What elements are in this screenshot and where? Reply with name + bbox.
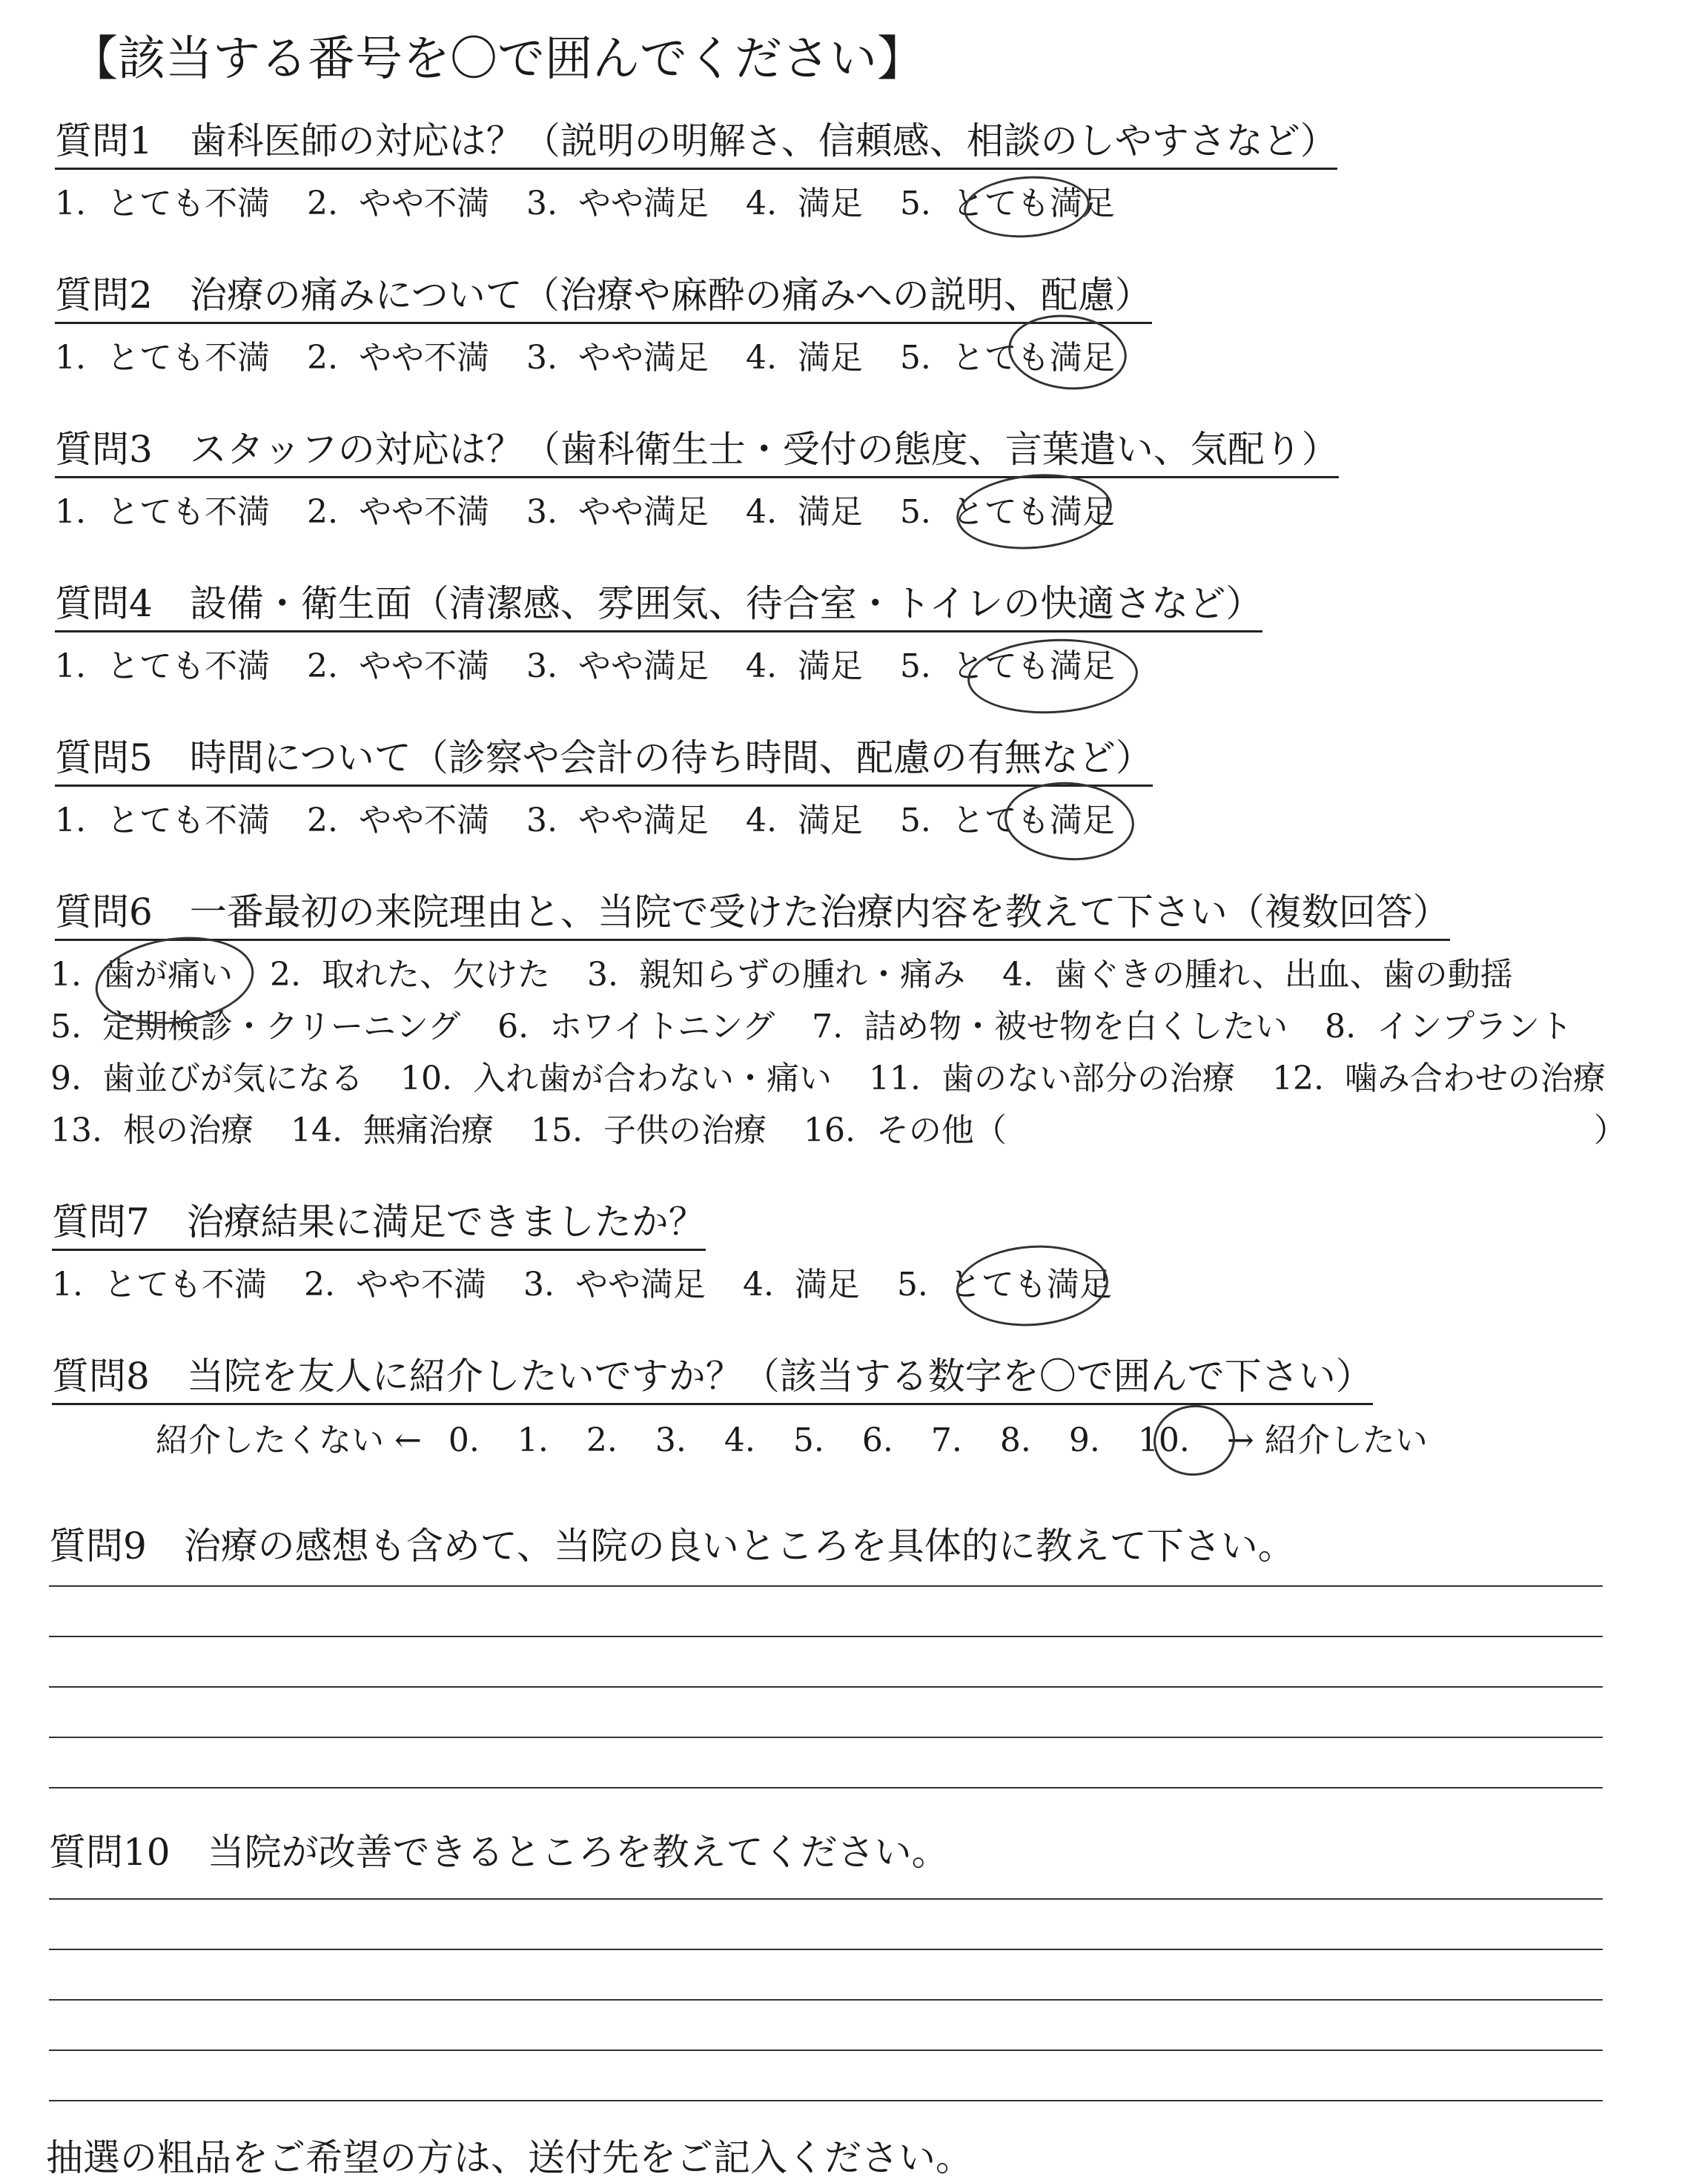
q8-option-8[interactable]: 8. bbox=[999, 1421, 1031, 1459]
q8-option-6[interactable]: 6. bbox=[861, 1421, 893, 1459]
q8-option-3[interactable]: 3. bbox=[655, 1421, 686, 1459]
question-9-heading bbox=[49, 1524, 1295, 1568]
question-10-text: 当院が改善できるところを教えてください。 bbox=[207, 1831, 949, 1874]
q2-option-5[interactable]: 5. とても満足 bbox=[899, 339, 1115, 377]
q8-option-1[interactable]: 1. bbox=[517, 1421, 549, 1459]
page-title: 【該当する番号を〇で囲んでください】 bbox=[70, 32, 924, 87]
q3-option-3[interactable]: 3. やや満足 bbox=[526, 493, 709, 531]
question-4-label: 質問4 bbox=[55, 582, 153, 625]
q1-option-4[interactable]: 4. 満足 bbox=[745, 185, 863, 222]
question-1-heading bbox=[55, 119, 1337, 170]
q8-option-7[interactable]: 7. bbox=[930, 1421, 962, 1459]
q7-answer-circle bbox=[953, 1241, 1110, 1331]
question-7-heading bbox=[52, 1200, 706, 1251]
question-6-text: 一番最初の来院理由と、当院で受けた治療内容を教えて下さい（複数回答） bbox=[189, 891, 1450, 934]
question-9-label: 質問9 bbox=[49, 1525, 147, 1568]
question-8-heading bbox=[52, 1354, 1373, 1405]
q8-option-0[interactable]: 0. bbox=[448, 1421, 480, 1459]
question-10-label: 質問10 bbox=[49, 1831, 171, 1874]
q5-option-4[interactable]: 4. 満足 bbox=[745, 802, 863, 839]
question-5-options bbox=[55, 801, 1152, 841]
q5-option-1[interactable]: 1. とても不満 bbox=[55, 802, 270, 839]
q8-high-label: → 紹介したい bbox=[1226, 1421, 1428, 1459]
q2-option-4[interactable]: 4. 満足 bbox=[745, 339, 863, 377]
q6-option-4[interactable]: 4. 歯ぐきの腫れ、出血、歯の動揺 bbox=[1002, 956, 1513, 994]
q6-option-2[interactable]: 2. 取れた、欠けた bbox=[269, 956, 550, 994]
question-8-text: 当院を友人に紹介したいですか？（該当する数字を〇で囲んで下さい） bbox=[186, 1355, 1373, 1398]
question-8-scale-row bbox=[156, 1421, 1428, 1461]
q6-option-15[interactable]: 15. 子供の治療 bbox=[530, 1112, 767, 1149]
question-6-options-row-4 bbox=[50, 1111, 1044, 1151]
q10-answer-line-2[interactable] bbox=[49, 1949, 1603, 1950]
q8-option-10[interactable]: 10. bbox=[1137, 1421, 1190, 1459]
q6-option-3[interactable]: 3. 親知らずの腫れ・痛み bbox=[586, 956, 965, 994]
q3-option-5[interactable]: 5. とても満足 bbox=[899, 493, 1115, 531]
q4-option-1[interactable]: 1. とても不満 bbox=[55, 647, 270, 685]
question-7-label: 質問7 bbox=[52, 1200, 150, 1243]
q6-option-9[interactable]: 9. 歯並びが気になる bbox=[50, 1060, 363, 1097]
question-1-text: 歯科医師の対応は？（説明の明解さ、信頼感、相談のしやすさなど） bbox=[189, 119, 1337, 162]
q9-answer-line-4[interactable] bbox=[49, 1737, 1603, 1738]
q4-option-5[interactable]: 5. とても満足 bbox=[899, 647, 1115, 685]
q7-option-1[interactable]: 1. とても不満 bbox=[52, 1266, 267, 1304]
question-6-label: 質問6 bbox=[55, 891, 153, 934]
q6-option-12[interactable]: 12. 噛み合わせの治療 bbox=[1271, 1060, 1606, 1097]
question-5-text: 時間について（診察や会計の待ち時間、配慮の有無など） bbox=[189, 736, 1153, 779]
q6-other-close-paren: ） bbox=[1594, 1112, 1626, 1149]
q2-option-1[interactable]: 1. とても不満 bbox=[55, 339, 270, 377]
q1-answer-circle bbox=[961, 172, 1091, 242]
question-6-options-row-3 bbox=[50, 1059, 1643, 1099]
q10-answer-line-1[interactable] bbox=[49, 1898, 1603, 1900]
q8-low-label: 紹介したくない ← bbox=[156, 1421, 422, 1459]
question-2-options bbox=[55, 338, 1152, 378]
question-7-text: 治療結果に満足できましたか？ bbox=[186, 1200, 706, 1243]
q6-option-11[interactable]: 11. 歯のない部分の治療 bbox=[868, 1060, 1235, 1097]
q6-option-16[interactable]: 16. その他（ bbox=[803, 1112, 1007, 1149]
q1-option-1[interactable]: 1. とても不満 bbox=[55, 185, 270, 222]
question-3-label: 質問3 bbox=[55, 428, 153, 471]
question-8-label: 質問8 bbox=[52, 1355, 150, 1398]
q6-option-8[interactable]: 8. インプラント bbox=[1325, 1008, 1573, 1046]
q6-option-14[interactable]: 14. 無痛治療 bbox=[290, 1112, 494, 1149]
q8-option-9[interactable]: 9. bbox=[1068, 1421, 1100, 1459]
question-9-text: 治療の感想も含めて、当院の良いところを具体的に教えて下さい。 bbox=[183, 1525, 1295, 1568]
q10-answer-line-3[interactable] bbox=[49, 1999, 1603, 2001]
q1-option-3[interactable]: 3. やや満足 bbox=[526, 185, 709, 222]
footer-note: 抽選の粗品をご希望の方は、送付先をご記入ください。 bbox=[46, 2136, 973, 2179]
q3-answer-circle bbox=[953, 468, 1115, 555]
q8-option-4[interactable]: 4. bbox=[724, 1421, 755, 1459]
q7-option-5[interactable]: 5. とても満足 bbox=[896, 1266, 1112, 1304]
question-1-label: 質問1 bbox=[55, 119, 153, 162]
q5-answer-circle bbox=[1002, 778, 1137, 865]
question-2-text: 治療の痛みについて（治療や麻酔の痛みへの説明、配慮） bbox=[189, 274, 1152, 317]
q6-option-10[interactable]: 10. 入れ歯が合わない・痛い bbox=[400, 1060, 832, 1097]
question-4-text: 設備・衛生面（清潔感、雰囲気、待合室・トイレの快適さなど） bbox=[189, 582, 1263, 625]
question-4-heading bbox=[55, 581, 1262, 632]
question-3-heading bbox=[55, 427, 1339, 478]
q6-option-13[interactable]: 13. 根の治療 bbox=[50, 1112, 254, 1149]
q1-option-2[interactable]: 2. やや不満 bbox=[306, 185, 489, 222]
question-6-options-row-1 bbox=[50, 955, 1550, 995]
q4-option-2[interactable]: 2. やや不満 bbox=[306, 647, 489, 685]
q10-answer-line-4[interactable] bbox=[49, 2049, 1603, 2051]
q7-option-4[interactable]: 4. 満足 bbox=[742, 1266, 860, 1304]
q9-answer-line-2[interactable] bbox=[49, 1636, 1603, 1637]
q2-option-3[interactable]: 3. やや満足 bbox=[526, 339, 709, 377]
q8-option-5[interactable]: 5. bbox=[792, 1421, 824, 1459]
q9-answer-line-1[interactable] bbox=[49, 1585, 1603, 1587]
q6-option-6[interactable]: 6. ホワイトニング bbox=[497, 1008, 775, 1046]
q6-option-7[interactable]: 7. 詰め物・被せ物を白くしたい bbox=[812, 1008, 1288, 1046]
question-2-heading bbox=[55, 273, 1152, 324]
question-5-heading bbox=[55, 736, 1153, 787]
q7-option-2[interactable]: 2. やや不満 bbox=[303, 1266, 486, 1304]
q2-option-2[interactable]: 2. やや不満 bbox=[306, 339, 489, 377]
q4-option-3[interactable]: 3. やや満足 bbox=[526, 647, 709, 685]
q6-option-1[interactable]: 1. 歯が痛い bbox=[50, 956, 233, 994]
q5-option-5[interactable]: 5. とても満足 bbox=[899, 802, 1115, 839]
q9-answer-line-5[interactable] bbox=[49, 1787, 1603, 1788]
q1-option-5[interactable]: 5. とても満足 bbox=[899, 185, 1115, 222]
question-2-label: 質問2 bbox=[55, 274, 153, 317]
question-6-heading bbox=[55, 890, 1450, 941]
q7-option-3[interactable]: 3. やや満足 bbox=[523, 1266, 706, 1304]
q6-option-5[interactable]: 5. 定期検診・クリーニング bbox=[50, 1008, 461, 1046]
q8-answer-circle bbox=[1150, 1401, 1238, 1480]
q3-option-4[interactable]: 4. 満足 bbox=[745, 493, 863, 531]
question-3-text: スタッフの対応は？（歯科衛生士・受付の態度、言葉遣い、気配り） bbox=[189, 428, 1339, 471]
question-10-heading bbox=[49, 1830, 949, 1875]
q8-option-2[interactable]: 2. bbox=[586, 1421, 618, 1459]
q4-option-4[interactable]: 4. 満足 bbox=[745, 647, 863, 685]
question-6-options-row-2 bbox=[50, 1007, 1609, 1047]
q9-answer-line-3[interactable] bbox=[49, 1686, 1603, 1688]
q3-option-2[interactable]: 2. やや不満 bbox=[306, 493, 489, 531]
q10-answer-line-5[interactable] bbox=[49, 2100, 1603, 2101]
q5-option-3[interactable]: 3. やや満足 bbox=[526, 802, 709, 839]
q3-option-1[interactable]: 1. とても不満 bbox=[55, 493, 270, 531]
q5-option-2[interactable]: 2. やや不満 bbox=[306, 802, 489, 839]
question-5-label: 質問5 bbox=[55, 736, 153, 779]
